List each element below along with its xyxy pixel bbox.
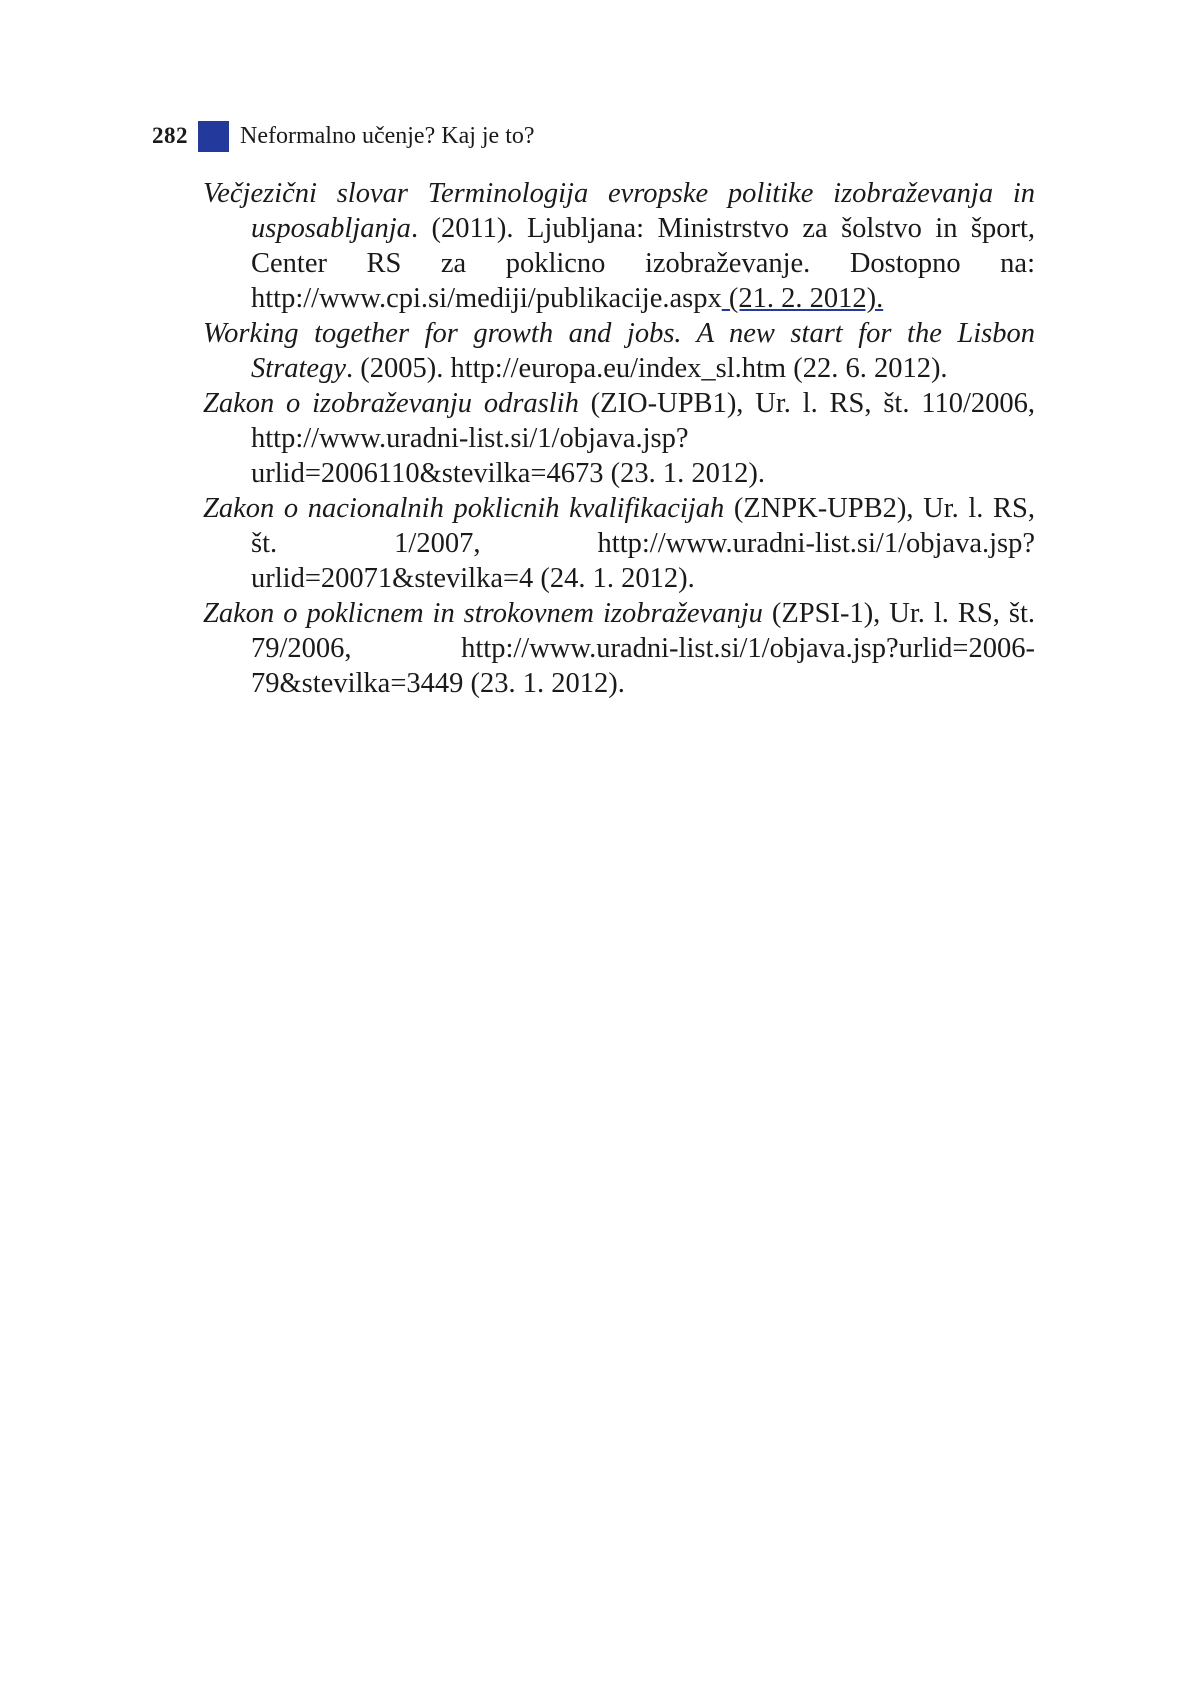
reference-title: Večjezični slovar Terminologija evropske politike izobraževanja in usposabljanja <box>203 178 1035 244</box>
reference-details: (ZIO-UPB1), Ur. l. RS, št. 110/2006, http://www.uradni-list.si/1/objava.jsp?urlid=2006110&stevilka=4673 (23. 1. 2012). <box>251 388 1035 489</box>
reference-entry-1 <box>203 176 1035 316</box>
reference-details: (ZNPK-UPB2), Ur. l. RS, št. 1/2007, http://www.uradni-list.si/1/objava.jsp?urlid=20071&stevilka=4 (24. 1. 2012). <box>251 493 1035 594</box>
reference-entry-5 <box>203 596 1035 701</box>
header-square-icon <box>198 121 229 152</box>
reference-title: Zakon o poklicnem in strokovnem izobraževanju <box>203 598 763 629</box>
reference-tail: (21. 2. 2012). <box>721 283 884 314</box>
page-header <box>152 118 535 154</box>
reference-title: Working together for growth and jobs. A new start for the Lisbon Strategy <box>203 318 1035 384</box>
reference-entry-2 <box>203 316 1035 386</box>
reference-title: Zakon o izobraževanju odraslih <box>203 388 579 419</box>
reference-title: Zakon o nacionalnih poklicnih kvalifikacijah <box>203 493 725 524</box>
reference-details: . (2005). http://europa.eu/index_sl.htm (22. 6. 2012). <box>345 353 948 384</box>
reference-entry-4 <box>203 491 1035 596</box>
reference-list <box>203 176 1035 701</box>
reference-entry-3 <box>203 386 1035 491</box>
reference-details: . (2011). Ljubljana: Ministrstvo za šolstvo in šport, Center RS za poklicno izobraževanje. Dostopno na: http://www.cpi.si/mediji/publikacije.aspx <box>251 213 1035 314</box>
reference-details: (ZPSI-1), Ur. l. RS, št. 79/2006, http://www.uradni-list.si/1/objava.jsp?urlid=2006-79&stevilka=3449 (23. 1. 2012). <box>251 598 1035 699</box>
running-title: Neformalno učenje? Kaj je to? <box>240 122 535 149</box>
page-number: 282 <box>152 123 188 148</box>
